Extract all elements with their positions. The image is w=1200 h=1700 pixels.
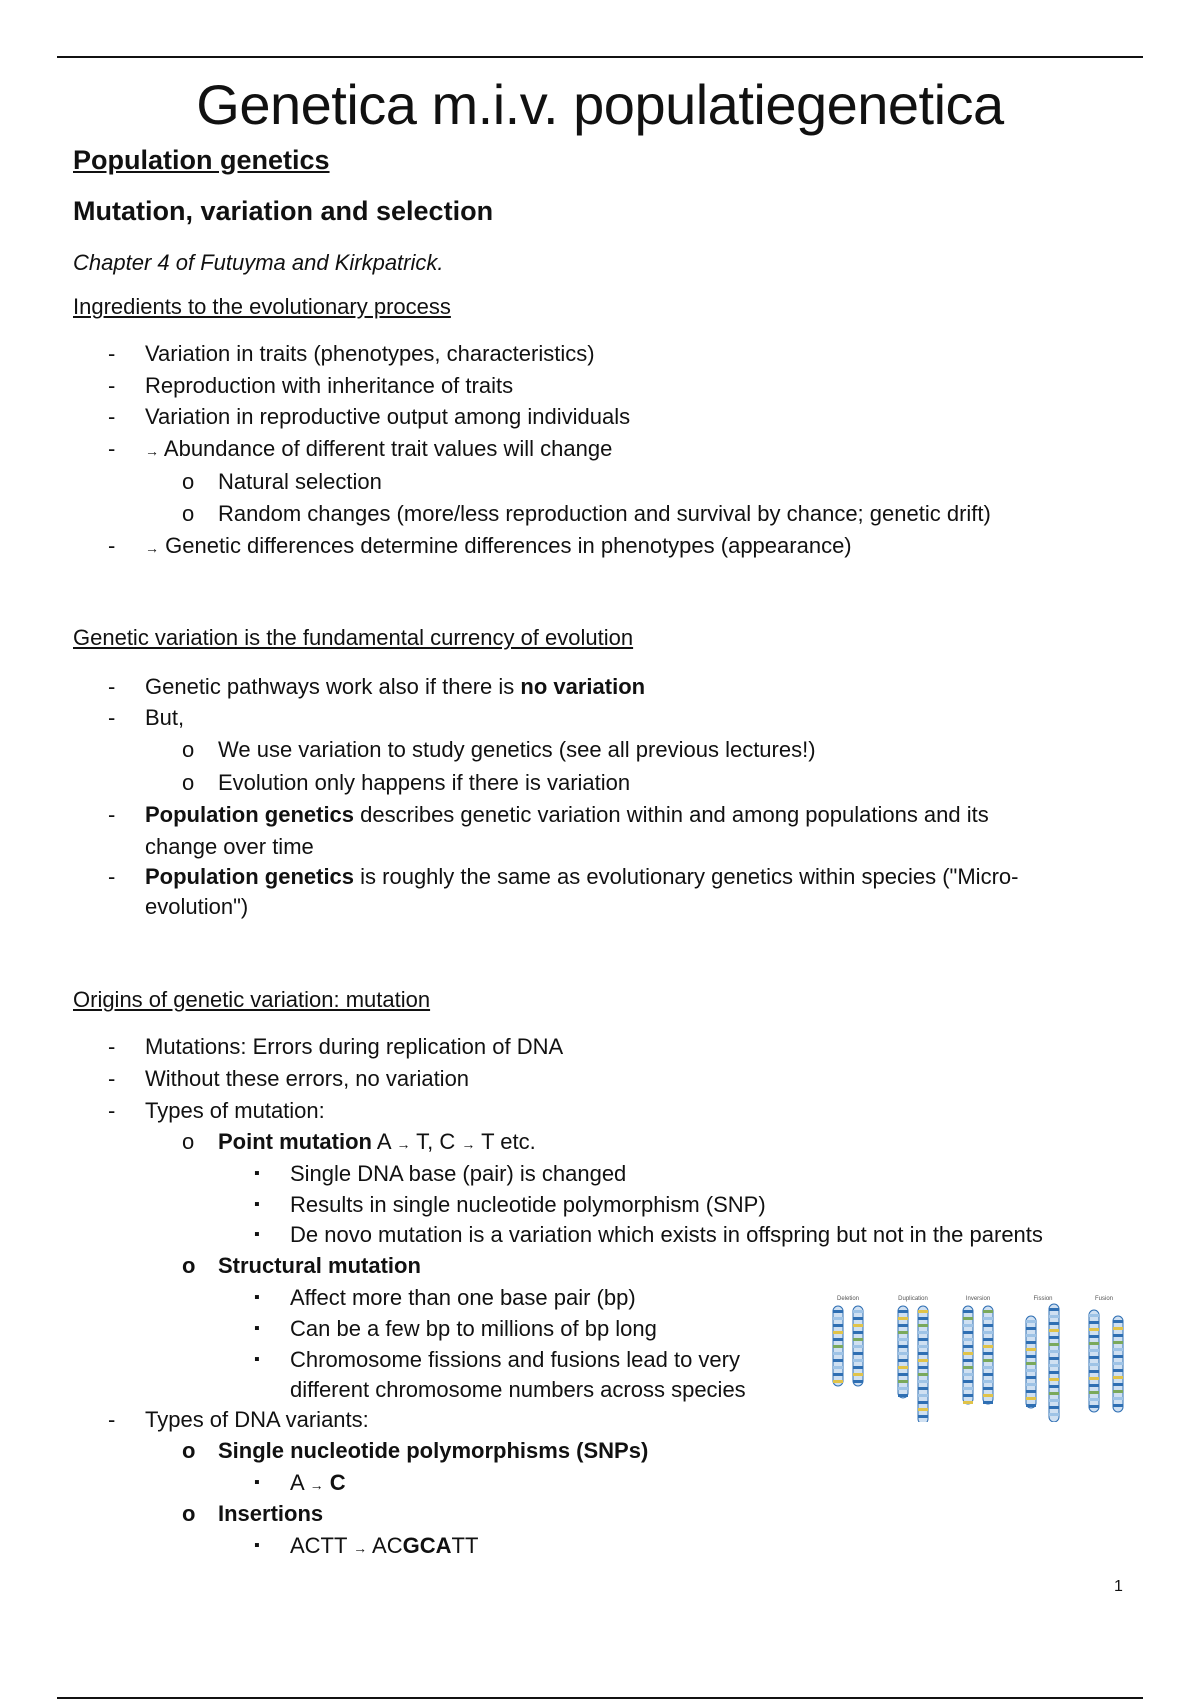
chromosome-band <box>1113 1334 1123 1337</box>
chromosome-band <box>983 1345 993 1348</box>
chromosome-band <box>833 1324 843 1327</box>
section-ingredients-title: Ingredients to the evolutionary process <box>73 294 451 319</box>
chromosome-band <box>983 1366 993 1369</box>
chromosome-band <box>1026 1355 1036 1358</box>
chromosome-band <box>898 1366 908 1369</box>
arrow-icon: → <box>353 1540 368 1556</box>
dash-bullet: - <box>108 373 116 398</box>
dash-bullet: - <box>108 674 116 699</box>
figure-label-fusion: Fusion <box>1094 1296 1114 1302</box>
chromosome-band <box>1089 1321 1099 1324</box>
circle-bullet: o <box>182 1129 195 1154</box>
chromosome-band <box>1026 1404 1036 1407</box>
chapter-reference: Chapter 4 of Futuyma and Kirkpatrick. <box>73 250 444 275</box>
chromosome-band <box>898 1338 908 1341</box>
chromosome-band <box>1113 1390 1123 1393</box>
chromosome-band <box>1049 1399 1059 1402</box>
chromosome-band <box>918 1408 928 1411</box>
bottom-rule <box>57 1697 1143 1699</box>
chromosome-band <box>1089 1363 1099 1366</box>
chromosome-band <box>853 1366 863 1369</box>
square-bullet: ▪ <box>254 1289 260 1306</box>
chromosome-band <box>918 1352 928 1355</box>
arrow-icon: → <box>396 1136 411 1152</box>
circle-bullet: o <box>182 737 195 762</box>
section-genetic-variation-title: Genetic variation is the fundamental currency of evolution <box>73 625 634 650</box>
chromosome-band <box>1113 1362 1123 1365</box>
chromosome-shape <box>1049 1304 1059 1422</box>
square-bullet: ▪ <box>254 1165 260 1182</box>
chromosome-band <box>853 1317 863 1320</box>
dash-bullet: - <box>108 802 116 827</box>
chromosome-band <box>898 1380 908 1383</box>
chromosome-band <box>963 1373 973 1376</box>
chromosome-band <box>1089 1391 1099 1394</box>
chromosome-band <box>983 1324 993 1327</box>
figure-label-duplication: Duplication <box>898 1296 928 1302</box>
chromosome-band <box>1089 1328 1099 1331</box>
chromosome-band <box>983 1352 993 1355</box>
chromosome-band <box>1113 1320 1123 1323</box>
chromosome-band <box>833 1331 843 1334</box>
dash-bullet: - <box>108 864 116 889</box>
chromosome-band <box>1049 1322 1059 1325</box>
chromosome-band <box>983 1387 993 1390</box>
document-title: Genetica m.i.v. populatiegenetica <box>196 73 1004 136</box>
chromosome-shape <box>1089 1310 1099 1412</box>
chromosome-band <box>853 1331 863 1334</box>
chromosome-band <box>963 1359 973 1362</box>
chromosome-band <box>918 1373 928 1376</box>
chromosome-band <box>1113 1404 1123 1407</box>
chromosome-band <box>833 1338 843 1341</box>
chromosome-band <box>963 1310 973 1313</box>
dash-bullet: - <box>108 1034 116 1059</box>
chromosome-band <box>1049 1350 1059 1353</box>
chromosome-band <box>1026 1383 1036 1386</box>
chromosome-band <box>983 1359 993 1362</box>
chromosome-band <box>853 1345 863 1348</box>
chromosome-band <box>918 1324 928 1327</box>
chromosome-band <box>918 1380 928 1383</box>
dash-bullet: - <box>108 1407 116 1432</box>
chromosome-band <box>853 1324 863 1327</box>
chromosome-band <box>1026 1341 1036 1344</box>
chromosome-band <box>833 1380 843 1383</box>
chromosome-band <box>963 1345 973 1348</box>
page-number: 1 <box>1114 1578 1123 1595</box>
chromosome-band <box>963 1352 973 1355</box>
chromosome-band <box>898 1359 908 1362</box>
chromosome-band <box>833 1345 843 1348</box>
chromosome-band <box>1049 1385 1059 1388</box>
chromosome-band <box>833 1366 843 1369</box>
square-bullet: ▪ <box>254 1474 260 1491</box>
chromosome-band <box>963 1338 973 1341</box>
heading-population-genetics: Population genetics <box>73 145 330 175</box>
chromosome-band <box>983 1331 993 1334</box>
chromosome-band <box>1049 1336 1059 1339</box>
arrow-icon: → <box>145 443 159 459</box>
chromosome-band <box>918 1345 928 1348</box>
dash-bullet: - <box>108 404 116 429</box>
section-origins-title: Origins of genetic variation: mutation <box>73 987 431 1012</box>
chromosome-band <box>898 1331 908 1334</box>
chromosome-band <box>1026 1334 1036 1337</box>
figure-label-fission: Fission <box>1033 1296 1053 1302</box>
chromosome-band <box>898 1352 908 1355</box>
chromosome-band <box>1026 1390 1036 1393</box>
chromosome-drawings <box>833 1304 1123 1422</box>
chromosome-band <box>983 1401 993 1404</box>
chromosome-band <box>918 1310 928 1313</box>
circle-bullet: o <box>182 469 195 494</box>
chromosome-band <box>1026 1362 1036 1365</box>
arrow-icon: → <box>461 1136 476 1152</box>
circle-bullet: o <box>182 1253 196 1278</box>
chromosome-band <box>1089 1377 1099 1380</box>
chromosome-band <box>963 1394 973 1397</box>
chromosome-band <box>1049 1406 1059 1409</box>
chromosome-band <box>1113 1397 1123 1400</box>
square-bullet: ▪ <box>254 1537 260 1554</box>
chromosome-band <box>1049 1343 1059 1346</box>
chromosome-band <box>1026 1369 1036 1372</box>
dash-bullet: - <box>108 1098 116 1123</box>
circle-bullet: o <box>182 1501 196 1526</box>
chromosome-band <box>1113 1348 1123 1351</box>
chromosome-band <box>1049 1392 1059 1395</box>
chromosome-mutation-figure <box>826 1292 1126 1422</box>
chromosome-band <box>1113 1376 1123 1379</box>
chromosome-band <box>1113 1327 1123 1330</box>
chromosome-band <box>1049 1364 1059 1367</box>
chromosome-band <box>1089 1398 1099 1401</box>
chromosome-band <box>853 1338 863 1341</box>
chromosome-band <box>918 1331 928 1334</box>
dash-bullet: - <box>108 1066 116 1091</box>
dash-bullet: - <box>108 705 116 730</box>
chromosome-band <box>1049 1329 1059 1332</box>
chromosome-band <box>918 1317 928 1320</box>
chromosome-band <box>898 1317 908 1320</box>
chromosome-band <box>1049 1315 1059 1318</box>
chromosome-band <box>1049 1378 1059 1381</box>
chromosome-band <box>853 1373 863 1376</box>
chromosome-band <box>1089 1356 1099 1359</box>
chromosome-band <box>853 1380 863 1383</box>
chromosome-band <box>1049 1308 1059 1311</box>
chromosome-band <box>898 1373 908 1376</box>
chromosome-band <box>983 1317 993 1320</box>
chromosome-band <box>1026 1376 1036 1379</box>
chromosome-band <box>1026 1327 1036 1330</box>
chromosome-band <box>963 1317 973 1320</box>
chromosome-band <box>833 1359 843 1362</box>
chromosome-band <box>983 1373 993 1376</box>
chromosome-band <box>918 1415 928 1418</box>
chromosome-band <box>983 1394 993 1397</box>
top-rule <box>57 56 1143 58</box>
chromosome-band <box>1089 1349 1099 1352</box>
chromosome-band <box>833 1352 843 1355</box>
chromosome-band <box>963 1366 973 1369</box>
chromosome-band <box>918 1359 928 1362</box>
chromosome-band <box>1113 1369 1123 1372</box>
chromosome-band <box>1113 1383 1123 1386</box>
dash-bullet: - <box>108 436 116 461</box>
chromosome-band <box>983 1380 993 1383</box>
chromosome-band <box>918 1387 928 1390</box>
circle-bullet: o <box>182 501 195 526</box>
arrow-icon: → <box>309 1477 324 1493</box>
chromosome-band <box>1113 1341 1123 1344</box>
chromosome-band <box>1026 1397 1036 1400</box>
chromosome-band <box>898 1310 908 1313</box>
chromosome-band <box>918 1401 928 1404</box>
square-bullet: ▪ <box>254 1320 260 1337</box>
circle-bullet: o <box>182 1438 196 1463</box>
dash-bullet: - <box>108 341 116 366</box>
chromosome-band <box>1049 1357 1059 1360</box>
square-bullet: ▪ <box>254 1226 260 1243</box>
chromosome-band <box>898 1324 908 1327</box>
chromosome-band <box>1049 1413 1059 1416</box>
chromosome-band <box>963 1380 973 1383</box>
chromosome-band <box>898 1394 908 1397</box>
figure-label-deletion: Deletion <box>836 1296 860 1302</box>
chromosome-band <box>1089 1314 1099 1317</box>
chromosome-band <box>1089 1342 1099 1345</box>
chromosome-band <box>983 1338 993 1341</box>
chromosome-band <box>1113 1355 1123 1358</box>
chromosome-band <box>833 1373 843 1376</box>
circle-bullet: o <box>182 770 195 795</box>
chromosome-band <box>853 1310 863 1313</box>
chromosome-band <box>963 1387 973 1390</box>
chromosome-band <box>898 1345 908 1348</box>
heading-mutation-variation: Mutation, variation and selection <box>73 196 494 226</box>
chromosome-band <box>918 1338 928 1341</box>
arrow-icon: → <box>145 540 159 556</box>
chromosome-band <box>1089 1384 1099 1387</box>
chromosome-band <box>853 1359 863 1362</box>
chromosome-band <box>1089 1370 1099 1373</box>
chromosome-band <box>1026 1320 1036 1323</box>
chromosome-band <box>1026 1348 1036 1351</box>
chromosome-band <box>918 1394 928 1397</box>
chromosome-band <box>918 1366 928 1369</box>
square-bullet: ▪ <box>254 1196 260 1213</box>
chromosome-band <box>983 1310 993 1313</box>
chromosome-band <box>833 1317 843 1320</box>
chromosome-shape <box>918 1306 928 1422</box>
chromosome-band <box>1089 1405 1099 1408</box>
chromosome-band <box>963 1401 973 1404</box>
chromosome-band <box>963 1331 973 1334</box>
chromosome-band <box>898 1387 908 1390</box>
square-bullet: ▪ <box>254 1351 260 1368</box>
dash-bullet: - <box>108 533 116 558</box>
chromosome-band <box>833 1310 843 1313</box>
chromosome-band <box>853 1352 863 1355</box>
chromosome-band <box>963 1324 973 1327</box>
chromosome-band <box>1089 1335 1099 1338</box>
chromosome-band <box>1049 1371 1059 1374</box>
figure-label-inversion: Inversion <box>965 1296 991 1302</box>
